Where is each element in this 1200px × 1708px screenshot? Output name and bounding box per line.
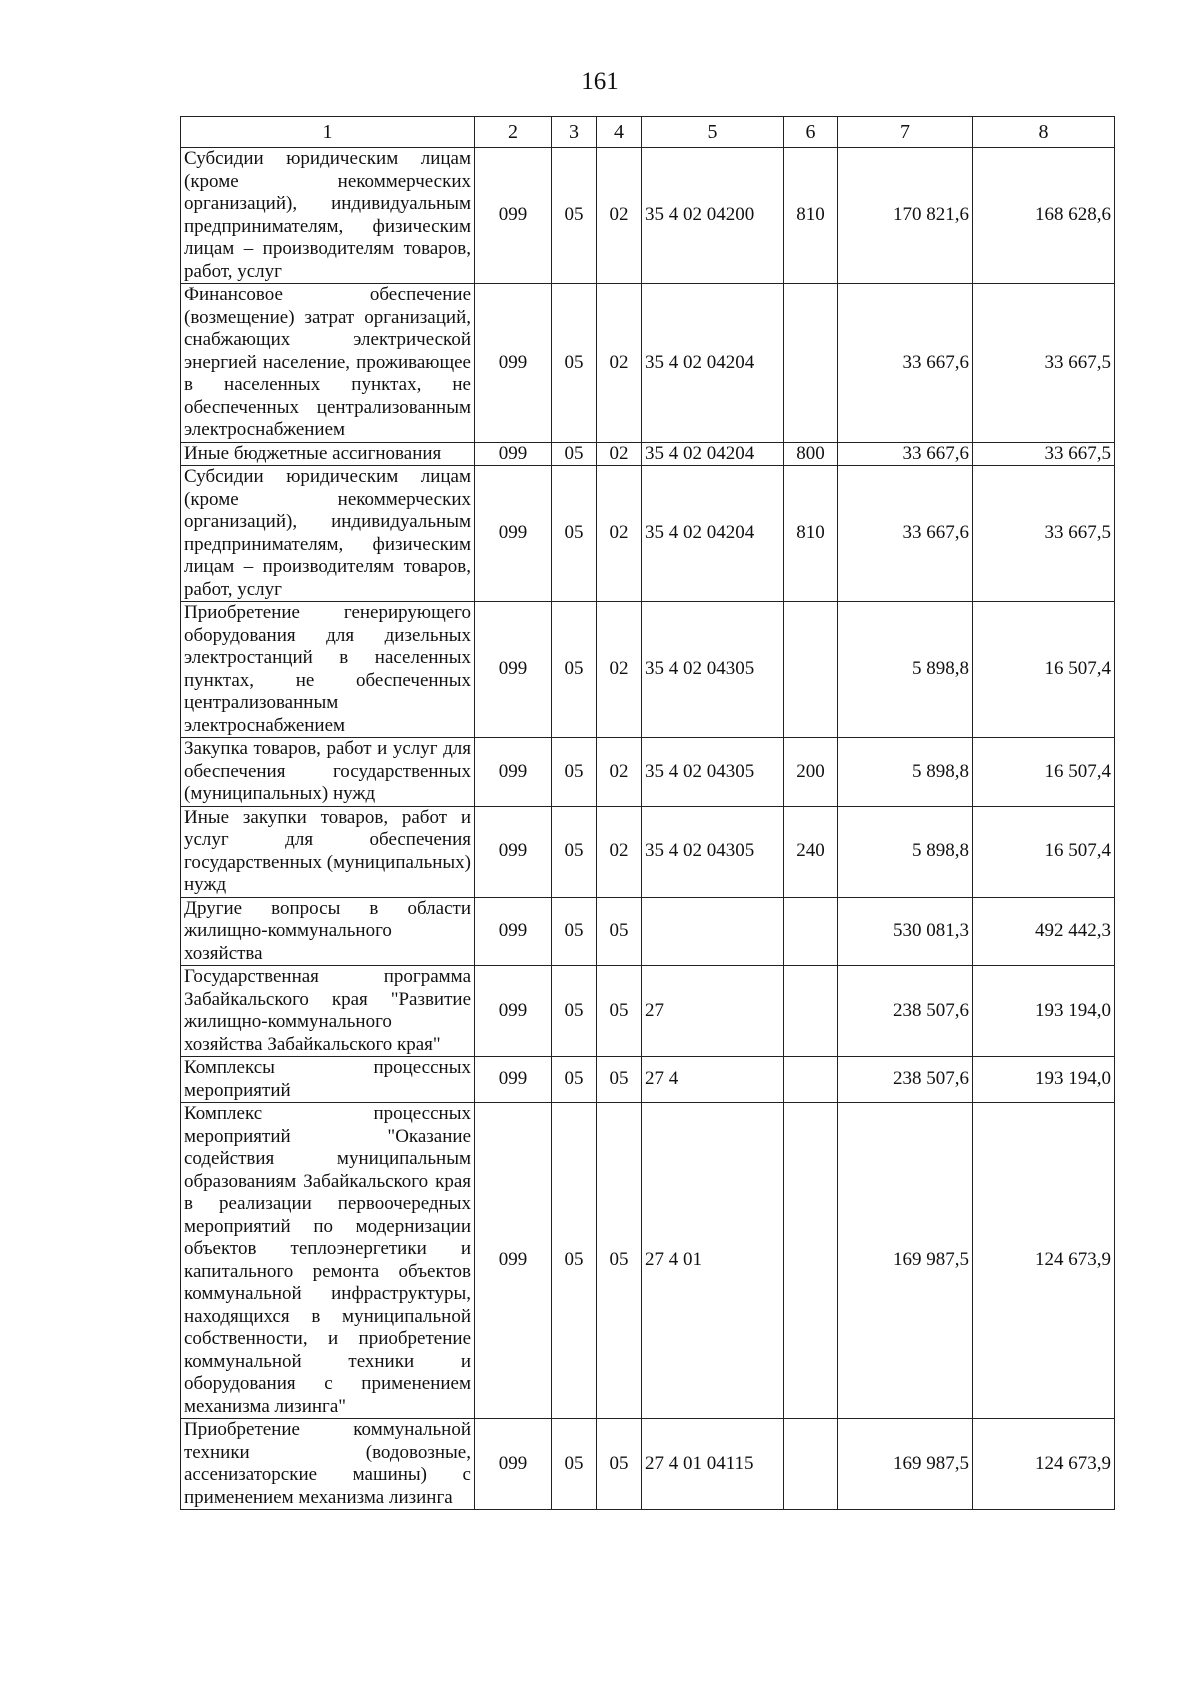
target-article-code: 35 4 02 04305 — [642, 806, 784, 897]
ministry-code: 099 — [475, 148, 552, 284]
section-code: 05 — [552, 1103, 597, 1419]
target-article-code: 35 4 02 04200 — [642, 148, 784, 284]
target-article-code: 27 — [642, 966, 784, 1057]
amount-year-1: 169 987,5 — [838, 1103, 973, 1419]
table-row — [181, 966, 1115, 1057]
row-name: Закупка товаров, работ и услуг для обеспечения государственных (муниципальных) нужд — [181, 738, 475, 807]
table-header — [181, 117, 1115, 148]
section-code: 05 — [552, 148, 597, 284]
amount-year-2: 33 667,5 — [973, 442, 1115, 466]
expense-type-code: 800 — [784, 442, 838, 466]
subsection-code: 02 — [597, 148, 642, 284]
column-header-8: 8 — [973, 117, 1115, 148]
amount-year-1: 5 898,8 — [838, 602, 973, 738]
subsection-code: 02 — [597, 806, 642, 897]
table-body — [181, 148, 1115, 1510]
amount-year-2: 16 507,4 — [973, 738, 1115, 807]
table-row — [181, 466, 1115, 602]
subsection-code: 02 — [597, 466, 642, 602]
amount-year-1: 238 507,6 — [838, 966, 973, 1057]
column-header-2: 2 — [475, 117, 552, 148]
ministry-code: 099 — [475, 897, 552, 966]
budget-table — [180, 116, 1115, 1510]
table-row — [181, 442, 1115, 466]
subsection-code: 02 — [597, 442, 642, 466]
subsection-code: 02 — [597, 602, 642, 738]
header-row — [181, 117, 1115, 148]
amount-year-2: 16 507,4 — [973, 806, 1115, 897]
column-header-5: 5 — [642, 117, 784, 148]
amount-year-1: 170 821,6 — [838, 148, 973, 284]
table-row — [181, 1419, 1115, 1510]
ministry-code: 099 — [475, 284, 552, 443]
ministry-code: 099 — [475, 1103, 552, 1419]
amount-year-2: 168 628,6 — [973, 148, 1115, 284]
expense-type-code: 200 — [784, 738, 838, 807]
target-article-code: 35 4 02 04204 — [642, 442, 784, 466]
expense-type-code — [784, 284, 838, 443]
subsection-code: 05 — [597, 966, 642, 1057]
expense-type-code — [784, 1419, 838, 1510]
ministry-code: 099 — [475, 466, 552, 602]
amount-year-2: 193 194,0 — [973, 1057, 1115, 1103]
subsection-code: 02 — [597, 738, 642, 807]
amount-year-2: 33 667,5 — [973, 284, 1115, 443]
subsection-code: 05 — [597, 1057, 642, 1103]
amount-year-1: 5 898,8 — [838, 738, 973, 807]
row-name: Другие вопросы в области жилищно-коммунального хозяйства — [181, 897, 475, 966]
row-name: Иные бюджетные ассигнования — [181, 442, 475, 466]
row-name: Иные закупки товаров, работ и услуг для обеспечения государственных (муниципальных) нужд — [181, 806, 475, 897]
section-code: 05 — [552, 466, 597, 602]
section-code: 05 — [552, 897, 597, 966]
target-article-code — [642, 897, 784, 966]
amount-year-2: 33 667,5 — [973, 466, 1115, 602]
table-row — [181, 1103, 1115, 1419]
section-code: 05 — [552, 602, 597, 738]
amount-year-2: 124 673,9 — [973, 1419, 1115, 1510]
section-code: 05 — [552, 1057, 597, 1103]
expense-type-code: 810 — [784, 148, 838, 284]
target-article-code: 27 4 01 04115 — [642, 1419, 784, 1510]
amount-year-1: 530 081,3 — [838, 897, 973, 966]
row-name: Приобретение генерирующего оборудования для дизельных электростанций в населенных пунктах, не обеспеченных централизованным электроснабжением — [181, 602, 475, 738]
row-name: Финансовое обеспечение (возмещение) затрат организаций, снабжающих электрической энергией население, проживающее в населенных пунктах, не обеспеченных централизованным электроснабжением — [181, 284, 475, 443]
expense-type-code: 810 — [784, 466, 838, 602]
expense-type-code: 240 — [784, 806, 838, 897]
section-code: 05 — [552, 738, 597, 807]
column-header-1: 1 — [181, 117, 475, 148]
target-article-code: 35 4 02 04204 — [642, 466, 784, 602]
ministry-code: 099 — [475, 738, 552, 807]
section-code: 05 — [552, 806, 597, 897]
amount-year-2: 16 507,4 — [973, 602, 1115, 738]
amount-year-1: 5 898,8 — [838, 806, 973, 897]
section-code: 05 — [552, 284, 597, 443]
row-name: Комплекс процессных мероприятий "Оказание содействия муниципальным образованиям Забайкальского края в реализации первоочередных мероприятий по модернизации объектов теплоэнергетики и капитального ремонта объектов коммунальной инфраструктуры, находящихся в муниципальной собственности, и приобретение коммунальной техники и оборудования с применением механизма лизинга" — [181, 1103, 475, 1419]
table-row — [181, 602, 1115, 738]
row-name: Субсидии юридическим лицам (кроме некоммерческих организаций), индивидуальным предпринимателям, физическим лицам – производителям товаров, работ, услуг — [181, 148, 475, 284]
amount-year-1: 169 987,5 — [838, 1419, 973, 1510]
subsection-code: 05 — [597, 1419, 642, 1510]
table-row — [181, 1057, 1115, 1103]
target-article-code: 27 4 — [642, 1057, 784, 1103]
amount-year-1: 33 667,6 — [838, 442, 973, 466]
row-name: Субсидии юридическим лицам (кроме некоммерческих организаций), индивидуальным предпринимателям, физическим лицам – производителям товаров, работ, услуг — [181, 466, 475, 602]
column-header-6: 6 — [784, 117, 838, 148]
section-code: 05 — [552, 442, 597, 466]
column-header-7: 7 — [838, 117, 973, 148]
target-article-code: 35 4 02 04305 — [642, 738, 784, 807]
ministry-code: 099 — [475, 442, 552, 466]
column-header-3: 3 — [552, 117, 597, 148]
page-number: 161 — [581, 68, 619, 95]
column-header-4: 4 — [597, 117, 642, 148]
table-row — [181, 148, 1115, 284]
row-name: Государственная программа Забайкальского края "Развитие жилищно-коммунального хозяйства Забайкальского края" — [181, 966, 475, 1057]
table-row — [181, 897, 1115, 966]
table-row — [181, 738, 1115, 807]
amount-year-2: 193 194,0 — [973, 966, 1115, 1057]
amount-year-1: 238 507,6 — [838, 1057, 973, 1103]
subsection-code: 02 — [597, 284, 642, 443]
ministry-code: 099 — [475, 1419, 552, 1510]
subsection-code: 05 — [597, 897, 642, 966]
row-name: Комплексы процессных мероприятий — [181, 1057, 475, 1103]
expense-type-code — [784, 966, 838, 1057]
section-code: 05 — [552, 966, 597, 1057]
target-article-code: 35 4 02 04305 — [642, 602, 784, 738]
table-row — [181, 284, 1115, 443]
subsection-code: 05 — [597, 1103, 642, 1419]
amount-year-1: 33 667,6 — [838, 284, 973, 443]
expense-type-code — [784, 897, 838, 966]
row-name: Приобретение коммунальной техники (водовозные, ассенизаторские машины) с применением механизма лизинга — [181, 1419, 475, 1510]
amount-year-2: 124 673,9 — [973, 1103, 1115, 1419]
target-article-code: 35 4 02 04204 — [642, 284, 784, 443]
amount-year-2: 492 442,3 — [973, 897, 1115, 966]
ministry-code: 099 — [475, 1057, 552, 1103]
target-article-code: 27 4 01 — [642, 1103, 784, 1419]
ministry-code: 099 — [475, 806, 552, 897]
table-row — [181, 806, 1115, 897]
section-code: 05 — [552, 1419, 597, 1510]
ministry-code: 099 — [475, 602, 552, 738]
expense-type-code — [784, 1103, 838, 1419]
expense-type-code — [784, 1057, 838, 1103]
expense-type-code — [784, 602, 838, 738]
amount-year-1: 33 667,6 — [838, 466, 973, 602]
ministry-code: 099 — [475, 966, 552, 1057]
